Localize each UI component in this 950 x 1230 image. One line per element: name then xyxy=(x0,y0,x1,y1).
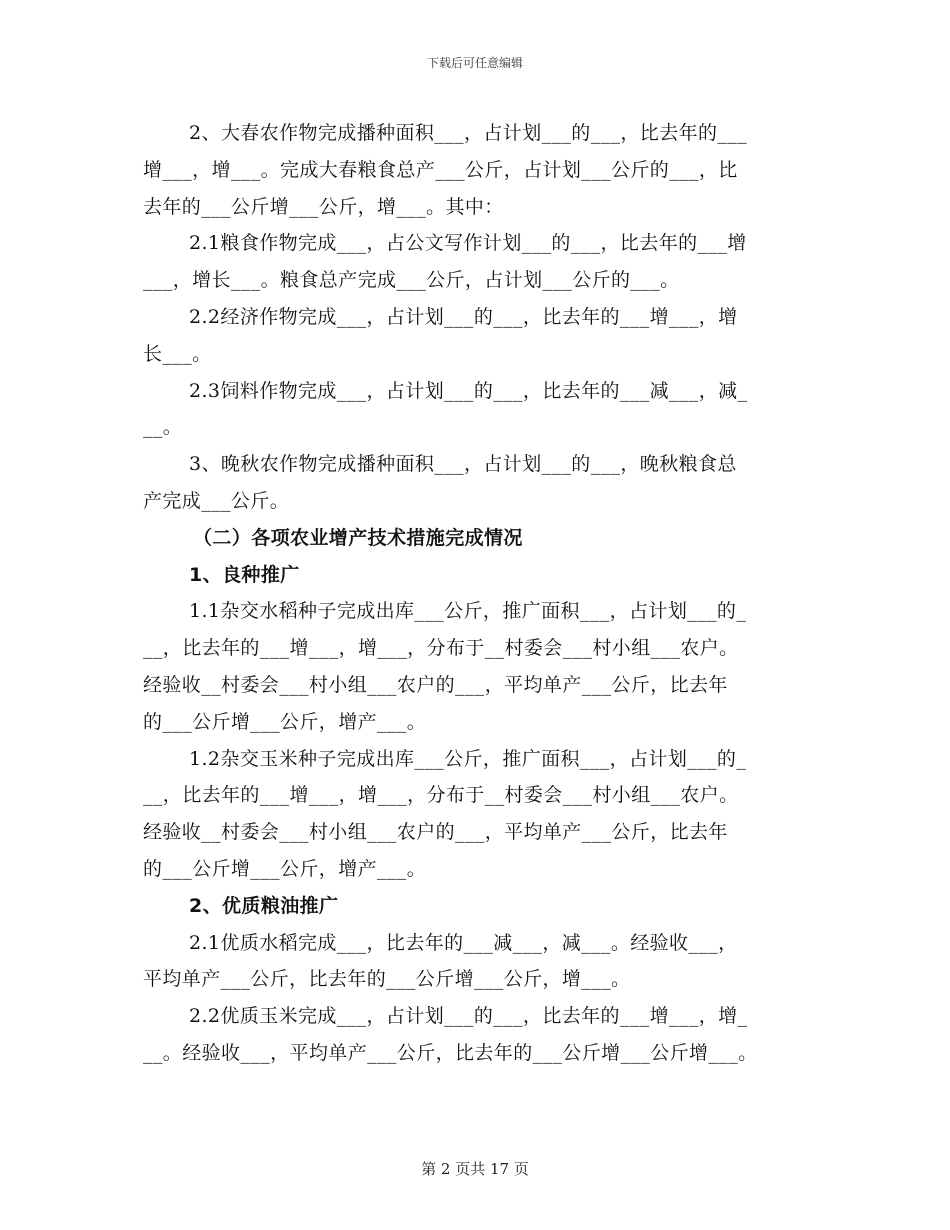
paragraph-line: 经验收__村委会___村小组___农户的___，平均单产___公斤，比去年 xyxy=(143,821,728,844)
paragraph-line: __，比去年的___增___，增___，分布于__村委会___村小组___农户。 xyxy=(143,784,739,807)
paragraph-line: 长___。 xyxy=(143,342,212,365)
paragraph-line: 去年的___公斤增___公斤，增___。其中： xyxy=(143,195,504,218)
section-heading: （二）各项农业增产技术措施完成情况 xyxy=(193,526,523,549)
paragraph-line: 经验收__村委会___村小组___农户的___，平均单产___公斤，比去年 xyxy=(143,673,728,696)
paragraph-line: 3、晚秋农作物完成播种面积___，占计划___的___，晚秋粮食总 xyxy=(189,453,737,476)
page-footer: 第 2 页共 17 页 xyxy=(421,1160,529,1178)
paragraph-line: __。 xyxy=(143,416,183,439)
paragraph-line: ___，增长___。粮食总产完成___公斤，占计划___公斤的___。 xyxy=(143,269,680,292)
paragraph-line: 2.2经济作物完成___，占计划___的___，比去年的___增___，增 xyxy=(189,305,738,328)
paragraph-line: 2、大春农作物完成播种面积___，占计划___的___，比去年的___ xyxy=(189,122,748,144)
paragraph-line: 1.2杂交玉米种子完成出库___公斤，推广面积___，占计划___的_ xyxy=(189,747,747,770)
paragraph-line: 的___公斤增___公斤，增产___。 xyxy=(143,710,427,733)
paragraph-line: 平均单产___公斤，比去年的___公斤增___公斤，增___。 xyxy=(143,968,631,991)
paragraph-line: 产完成___公斤。 xyxy=(143,489,290,512)
page-header-note: 下载后可任意编辑 xyxy=(426,56,523,70)
paragraph-line: 2.3饲料作物完成___，占计划___的___，比去年的___减___，减_ xyxy=(189,379,748,402)
section-heading: 1、良种推广 xyxy=(189,563,300,586)
paragraph-line: 2.1优质水稻完成___，比去年的___减___，减___。经验收___， xyxy=(189,931,738,954)
paragraph-line: __，比去年的___增___，增___，分布于__村委会___村小组___农户。 xyxy=(143,637,739,660)
paragraph-line: 增___，增___。完成大春粮食总产___公斤，占计划___公斤的___，比 xyxy=(143,158,738,181)
paragraph-line: 1.1杂交水稻种子完成出库___公斤，推广面积___，占计划___的_ xyxy=(189,600,747,623)
paragraph-line: 2.1粮食作物完成___，占公文写作计划___的___，比去年的___增 xyxy=(189,232,747,255)
document-body xyxy=(143,115,819,1072)
paragraph-line: __。经验收___，平均单产___公斤，比去年的___公斤增___公斤增___。 xyxy=(143,1041,758,1064)
section-heading: 2、优质粮油推广 xyxy=(189,894,339,917)
paragraph-line: 2.2优质玉米完成___，占计划___的___，比去年的___增___，增_ xyxy=(189,1005,748,1028)
paragraph-line: 的___公斤增___公斤，增产___。 xyxy=(143,857,427,880)
